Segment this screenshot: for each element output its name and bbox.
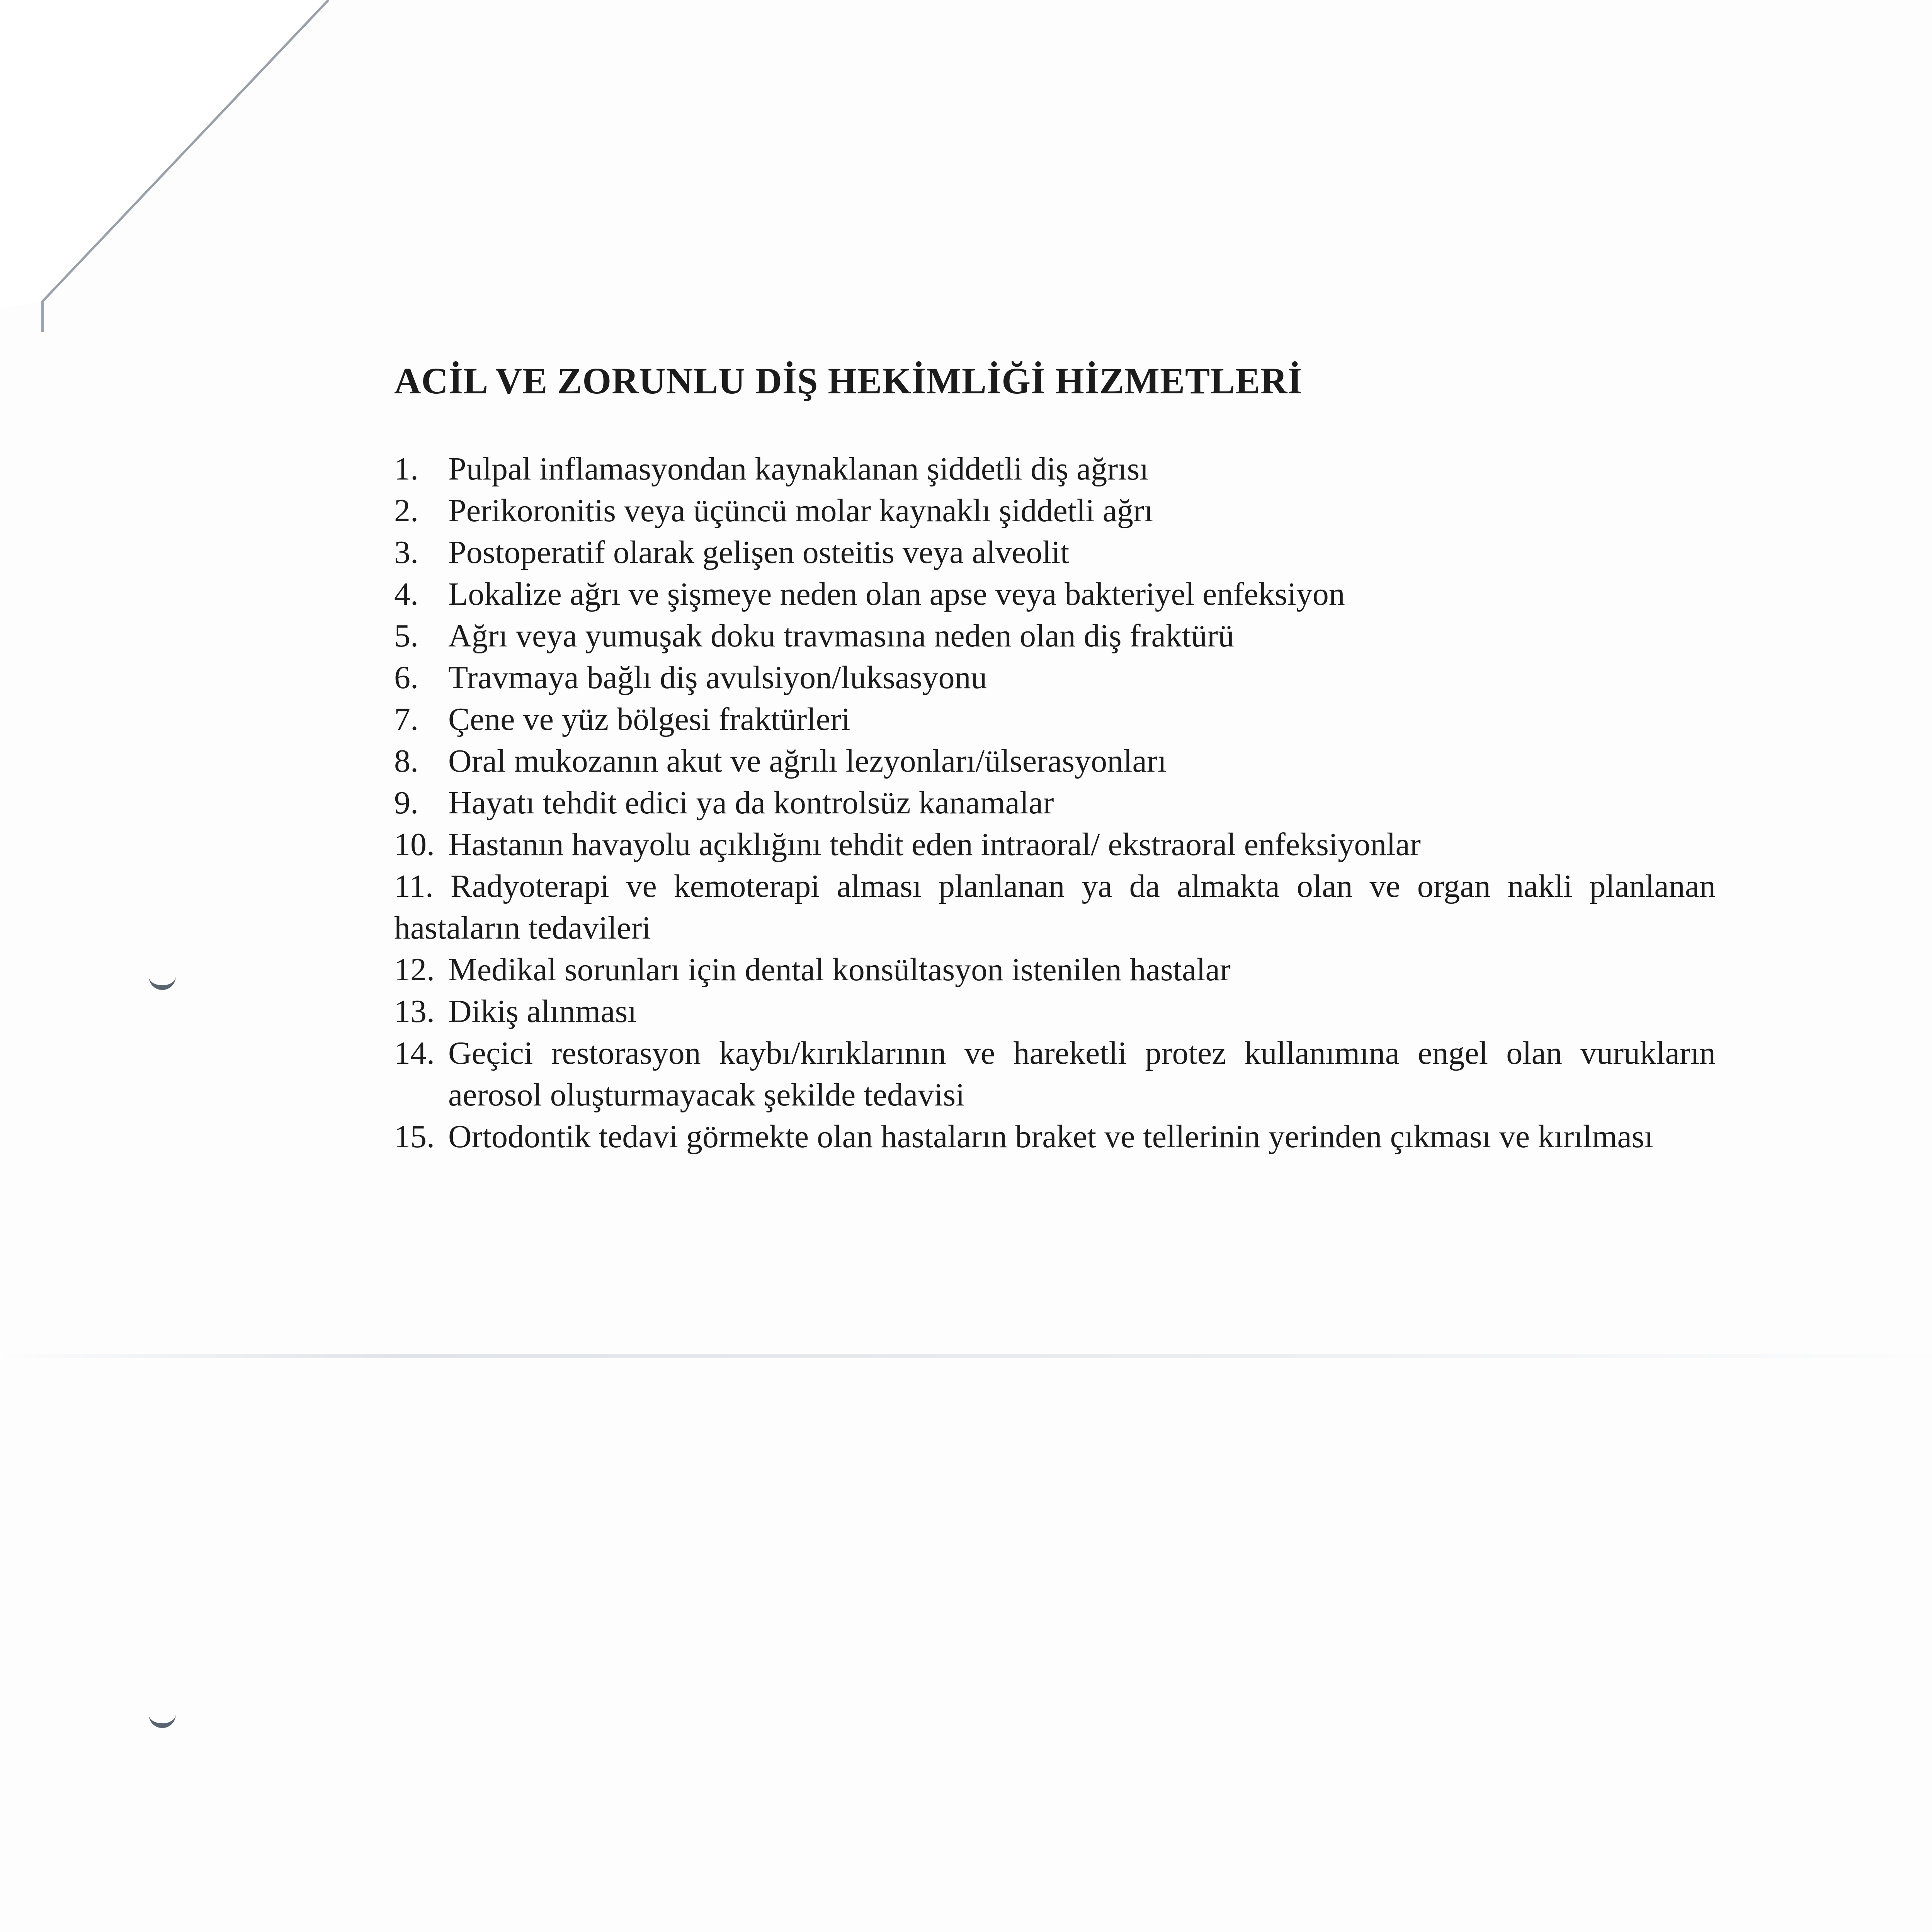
item-number: 7.: [394, 701, 418, 737]
item-text: Hayatı tehdit edici ya da kontrolsüz kanamalar: [448, 785, 1054, 821]
item-number: 2.: [394, 493, 418, 529]
item-number: 9.: [394, 785, 418, 821]
list-item: [394, 824, 1716, 866]
item-text: Ağrı veya yumuşak doku travmasına neden olan diş fraktürü: [448, 618, 1235, 654]
list-item: [394, 949, 1716, 991]
list-item: [394, 1116, 1716, 1158]
item-number: 5.: [394, 618, 418, 654]
services-list: [394, 448, 1716, 1158]
list-item: [394, 866, 1716, 949]
list-item: [394, 991, 1716, 1032]
item-text: Pulpal inflamasyondan kaynaklanan şiddetli diş ağrısı: [448, 451, 1149, 487]
list-item: [394, 699, 1716, 740]
list-item: [394, 532, 1716, 573]
item-text: Oral mukozanın akut ve ağrılı lezyonları/ülserasyonları: [448, 743, 1167, 779]
item-text: Perikoronitis veya üçüncü molar kaynaklı şiddetli ağrı: [448, 493, 1153, 529]
list-item: [394, 490, 1716, 532]
list-item: [394, 448, 1716, 490]
list-item: [394, 615, 1716, 657]
item-number: 8.: [394, 743, 418, 779]
list-item: [394, 657, 1716, 699]
item-number: 10.: [394, 827, 435, 862]
item-number: 14.: [394, 1035, 435, 1071]
punch-hole-mark: [149, 970, 176, 990]
item-number: 11.: [394, 868, 434, 904]
list-item: [394, 782, 1716, 824]
item-text: Geçici restorasyon kaybı/kırıklarının ve hareketli protez kullanımına engel olan vurukların aerosol oluşturmayacak şekilde tedavisi: [448, 1035, 1716, 1113]
scan-fold-line: [0, 1354, 1932, 1358]
item-number: 13.: [394, 993, 435, 1029]
item-text: Lokalize ağrı ve şişmeye neden olan apse veya bakteriyel enfeksiyon: [448, 576, 1345, 612]
item-text: Ortodontik tedavi görmekte olan hastaların braket ve tellerinin yerinden çıkması ve kırılması: [448, 1119, 1653, 1155]
item-text: Postoperatif olarak gelişen osteitis veya alveolit: [448, 534, 1070, 570]
item-text: Çene ve yüz bölgesi fraktürleri: [448, 701, 850, 737]
item-number: 6.: [394, 660, 418, 696]
list-item: [394, 573, 1716, 615]
punch-hole-mark: [149, 1708, 176, 1728]
item-number: 1.: [394, 451, 418, 487]
list-item: [394, 1032, 1716, 1116]
item-text: Radyoterapi ve kemoterapi alması planlanan ya da almakta olan ve organ nakli planlanan hastaların tedavileri: [394, 868, 1716, 946]
item-text: Dikiş alınması: [448, 993, 637, 1029]
item-number: 15.: [394, 1119, 435, 1155]
item-number: 3.: [394, 534, 418, 570]
item-text: Medikal sorunları için dental konsültasyon istenilen hastalar: [448, 952, 1231, 988]
item-number: 4.: [394, 576, 418, 612]
list-item: [394, 740, 1716, 782]
item-number: 12.: [394, 952, 435, 988]
document-title: ACİL VE ZORUNLU DİŞ HEKİMLİĞİ HİZMETLERİ: [394, 360, 1303, 401]
item-text: Travmaya bağlı diş avulsiyon/luksasyonu: [448, 660, 987, 696]
item-text: Hastanın havayolu açıklığını tehdit eden intraoral/ ekstraoral enfeksiyonlar: [448, 827, 1421, 862]
